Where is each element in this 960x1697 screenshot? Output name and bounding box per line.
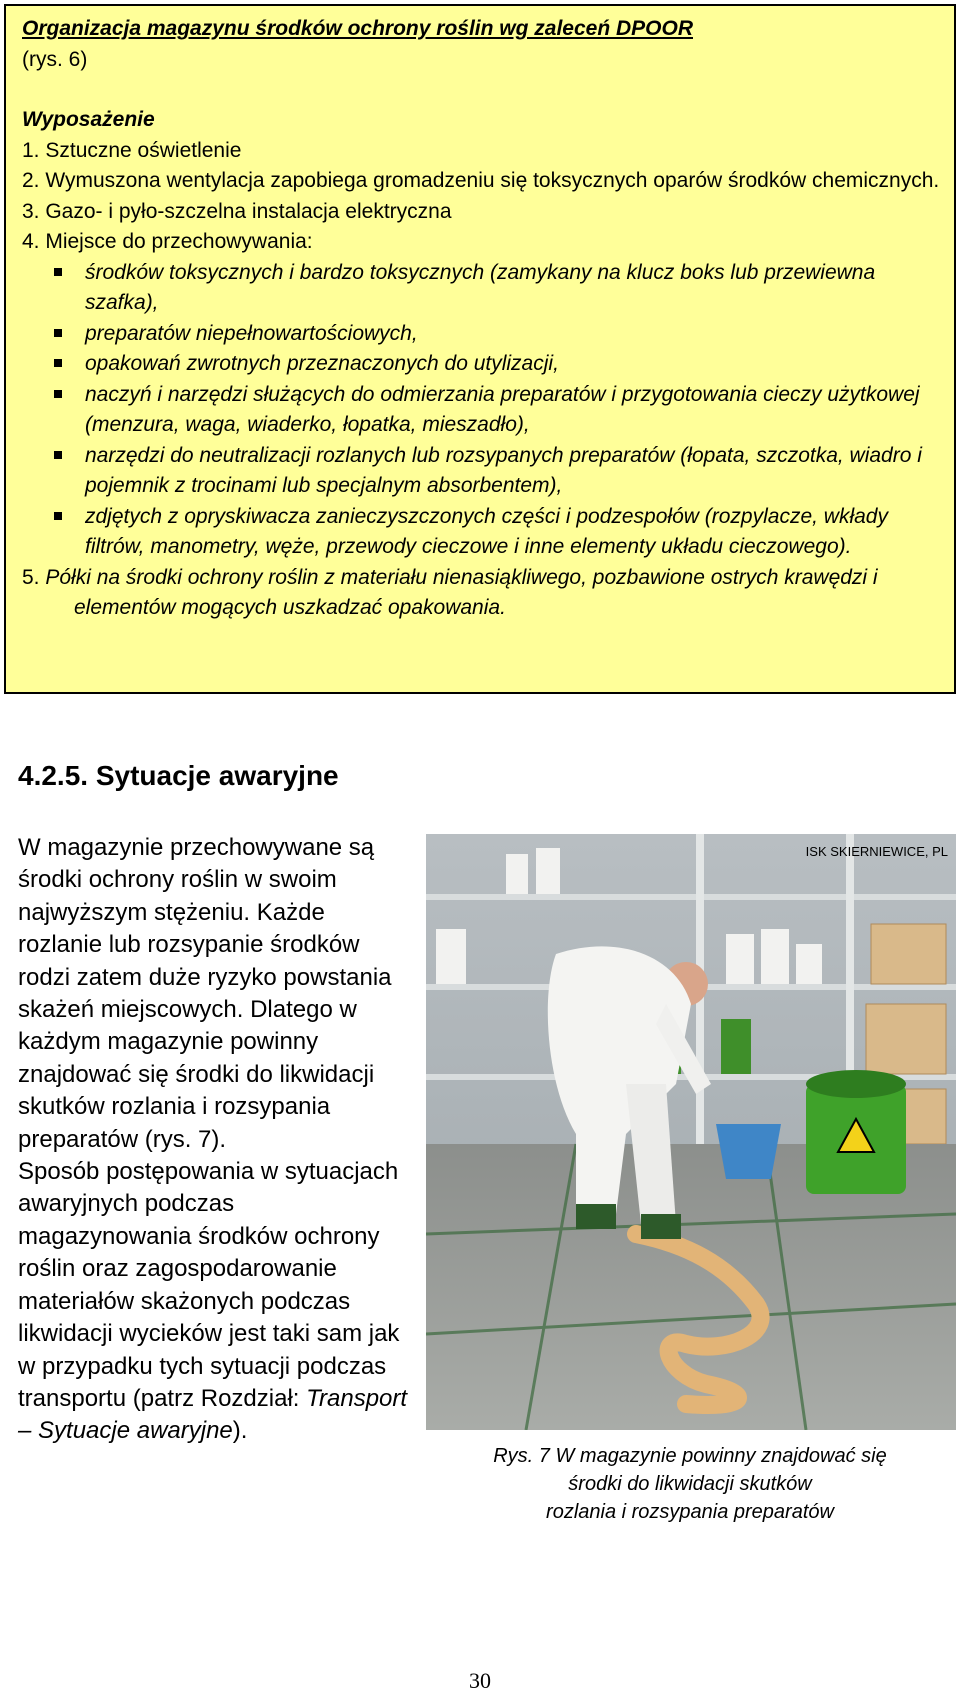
figure-photo: [426, 834, 956, 1430]
chapter-reference: Transport – Sytuacje awaryjne: [18, 1384, 408, 1445]
list-item: 2. Wymuszona wentylacja zapobiega gromadzeniu się toksycznych oparów środków chemicznych.: [22, 169, 940, 192]
bullet-item: naczyń i narzędzi służących do odmierzania preparatów i przygotowania cieczy użytkowej (menzura, waga, wiaderko, łopatka, mieszadło),: [85, 380, 940, 441]
box-title: Organizacja magazynu środków ochrony roślin wg zaleceń DPOOR: [22, 17, 693, 40]
section-title: 4.2.5. Sytuacje awaryjne: [18, 760, 339, 791]
storage-bullet-list: [22, 258, 940, 563]
bullet-item: narzędzi do neutralizacji rozlanych lub rozsypanych preparatów (łopata, szczotka, wiadro i pojemnik z trocinami lub specjalnym absorbentem),: [85, 441, 940, 502]
paragraph: W magazynie przechowywane są środki ochrony roślin w swoim najwyższym stężeniu. Każde rozlanie lub rozsypanie środków rodzi zatem duże ryzyko powstania skażeń miejscowych. Dlatego w każdym magazynie powinny znajdować się środki do likwidacji skutków rozlania i rozsypania preparatów (rys. 7).: [18, 834, 392, 1153]
paragraph: Sposób postępowania w sytuacjach awaryjnych podczas magazynowania środków ochrony roślin oraz zagospodarowanie materiałów skażonych podczas likwidacji wycieków jest taki sam jak w przypadku tych sytuacji podczas transportu (patrz Rozdział: Transport – Sytuacje awaryjne).: [18, 1158, 408, 1445]
square-bullet-icon: [54, 359, 62, 367]
square-bullet-icon: [54, 512, 62, 520]
list-item: 4. Miejsce do przechowywania:: [22, 230, 313, 253]
square-bullet-icon: [54, 268, 62, 276]
list-item: 3. Gazo- i pyło-szczelna instalacja elektryczna: [22, 199, 452, 223]
box-heading: Wyposażenie: [22, 108, 155, 131]
bullet-item: preparatów niepełnowartościowych,: [85, 319, 940, 350]
figure-caption: Rys. 7 W magazynie powinny znajdować się środki do likwidacji skutków rozlania i rozsypania preparatów: [493, 1445, 887, 1523]
bullet-item: opakowań zwrotnych przeznaczonych do utylizacji,: [85, 349, 940, 380]
bullet-item: zdjętych z opryskiwacza zanieczyszczonych części i podzespołów (rozpylacze, wkłady filtrów, manometry, węże, przewody cieczowe i inne elementy układu cieczowego).: [85, 502, 940, 563]
page-number: 30: [469, 1668, 491, 1693]
photo-credit: ISK SKIERNIEWICE, PL: [805, 844, 948, 859]
square-bullet-icon: [54, 451, 62, 459]
warehouse-spill-photo: [426, 834, 956, 1430]
square-bullet-icon: [54, 390, 62, 398]
bullet-item: środków toksycznych i bardzo toksycznych (zamykany na klucz boks lub przewiewna szafka),: [85, 258, 940, 319]
square-bullet-icon: [54, 329, 62, 337]
list-item: 1. Sztuczne oświetlenie: [22, 138, 242, 162]
body-text: [18, 832, 408, 1448]
equipment-info-box: [4, 4, 956, 694]
list-item: 5. Półki na środki ochrony roślin z materiału nienasiąkliwego, pozbawione ostrych krawędzi i elementów mogących uszkadzać opakowania.: [22, 565, 878, 619]
box-title-ref: (rys. 6): [22, 47, 88, 71]
